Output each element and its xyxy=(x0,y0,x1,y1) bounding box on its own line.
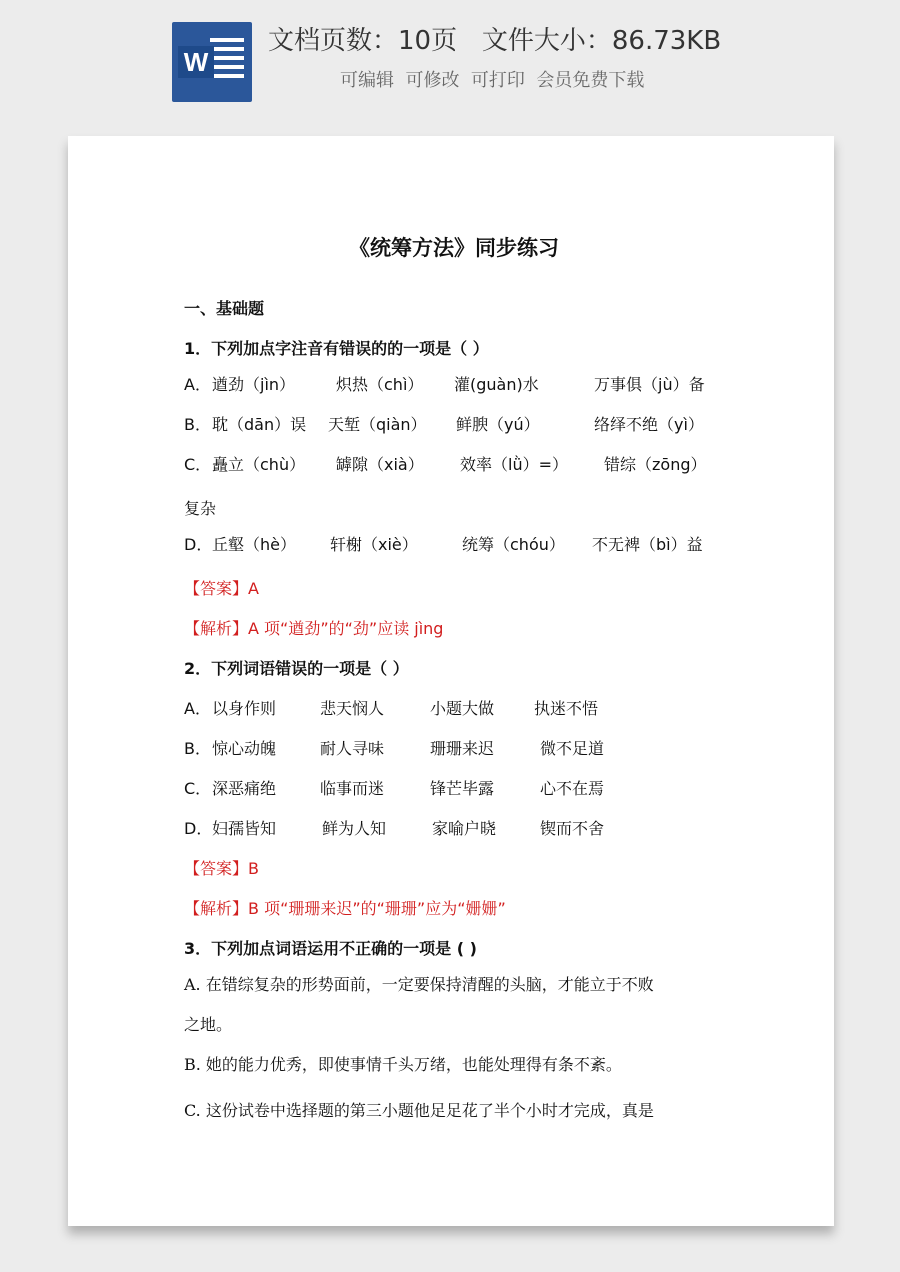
option-label: A． xyxy=(184,699,211,718)
option-item: 统筹（chóu） xyxy=(462,535,565,554)
option-item: 妇孺皆知 xyxy=(212,819,277,838)
question-1-option-c-wrap: 复杂 xyxy=(184,499,217,518)
question-2-answer: 【答案】B xyxy=(184,859,259,878)
option-item: 耽（dān）误 xyxy=(212,415,307,434)
document-page xyxy=(68,136,834,1226)
option-item: 轩榭（xiè） xyxy=(330,535,418,554)
question-2-option-d xyxy=(184,816,724,838)
option-label: D． xyxy=(184,819,213,838)
option-item: 络绎不绝（yì） xyxy=(594,415,704,434)
question-3-stem: 3．下列加点词语运用不正确的一项是 ( ) xyxy=(184,939,477,958)
option-label: A． xyxy=(184,375,211,394)
option-item: 锲而不舍 xyxy=(540,819,605,838)
option-item: 丘壑（hè） xyxy=(212,535,296,554)
question-3-option-a-line2: 之地。 xyxy=(184,1015,233,1034)
option-item: 万事俱（jù）备 xyxy=(594,375,705,394)
question-2-option-b xyxy=(184,736,724,758)
option-item: 矗立（chù） xyxy=(212,455,306,474)
question-1-option-a xyxy=(184,372,724,394)
option-item: 鲜为人知 xyxy=(322,819,387,838)
question-2-option-c xyxy=(184,776,724,798)
question-1-analysis: 【解析】A 项“遒劲”的“劲”应读 jìng xyxy=(184,619,444,638)
question-1-stem: 1．下列加点字注音有错误的的一项是（ ） xyxy=(184,339,489,358)
option-item: 遒劲（jìn） xyxy=(212,375,296,394)
option-item: 临事而迷 xyxy=(320,779,385,798)
document-features: 可编辑 可修改 可打印 会员免费下载 xyxy=(340,70,645,91)
option-item: 效率（lǜ）=） xyxy=(460,455,568,474)
question-3-option-b: B. 她的能力优秀，即使事情千头万绪，也能处理得有条不紊。 xyxy=(184,1055,622,1074)
word-document-icon xyxy=(172,22,252,102)
question-1-option-b xyxy=(184,412,724,434)
option-item: 悲天悯人 xyxy=(320,699,385,718)
question-1-option-c xyxy=(184,452,724,474)
question-2-stem: 2．下列词语错误的一项是（ ） xyxy=(184,659,409,678)
option-item: 深恶痛绝 xyxy=(212,779,277,798)
question-2-analysis: 【解析】B 项“珊珊来迟”的“珊珊”应为“姗姗” xyxy=(184,899,506,918)
question-1-option-d xyxy=(184,532,724,554)
option-item: 耐人寻味 xyxy=(320,739,385,758)
option-item: 家喻户晓 xyxy=(432,819,497,838)
section-heading: 一、基础题 xyxy=(184,299,265,318)
document-title: 《统筹方法》同步练习 xyxy=(349,235,559,260)
option-label: C． xyxy=(184,779,212,798)
option-item: 心不在焉 xyxy=(540,779,605,798)
option-item: 锋芒毕露 xyxy=(430,779,495,798)
download-banner xyxy=(0,0,900,118)
option-item: 鲜腴（yú） xyxy=(456,415,540,434)
option-item: 罅隙（xià） xyxy=(336,455,424,474)
option-label: B． xyxy=(184,739,211,758)
word-icon-letter: W xyxy=(178,46,214,78)
option-item: 不无裨（bì）益 xyxy=(592,535,703,554)
option-item: 错综（zōng） xyxy=(604,455,707,474)
option-item: 炽热（chì） xyxy=(336,375,424,394)
option-item: 执迷不悟 xyxy=(534,699,599,718)
option-item: 惊心动魄 xyxy=(212,739,277,758)
question-3-option-a-line1: A. 在错综复杂的形势面前，一定要保持清醒的头脑，才能立于不败 xyxy=(184,975,654,994)
option-item: 小题大做 xyxy=(430,699,495,718)
option-item: 微不足道 xyxy=(540,739,605,758)
question-1-answer: 【答案】A xyxy=(184,579,259,598)
option-label: B． xyxy=(184,415,211,434)
option-item: 灌(guàn)水 xyxy=(454,375,539,394)
option-item: 天堑（qiàn） xyxy=(328,415,427,434)
option-item: 珊珊来迟 xyxy=(430,739,495,758)
document-meta: 文档页数：10页 文件大小：86.73KB xyxy=(268,26,722,56)
question-2-option-a xyxy=(184,696,724,718)
question-3-option-c: C. 这份试卷中选择题的第三小题他足足花了半个小时才完成，真是 xyxy=(184,1101,654,1120)
option-item: 以身作则 xyxy=(212,699,277,718)
option-label: D． xyxy=(184,535,213,554)
option-label: C． xyxy=(184,455,212,474)
